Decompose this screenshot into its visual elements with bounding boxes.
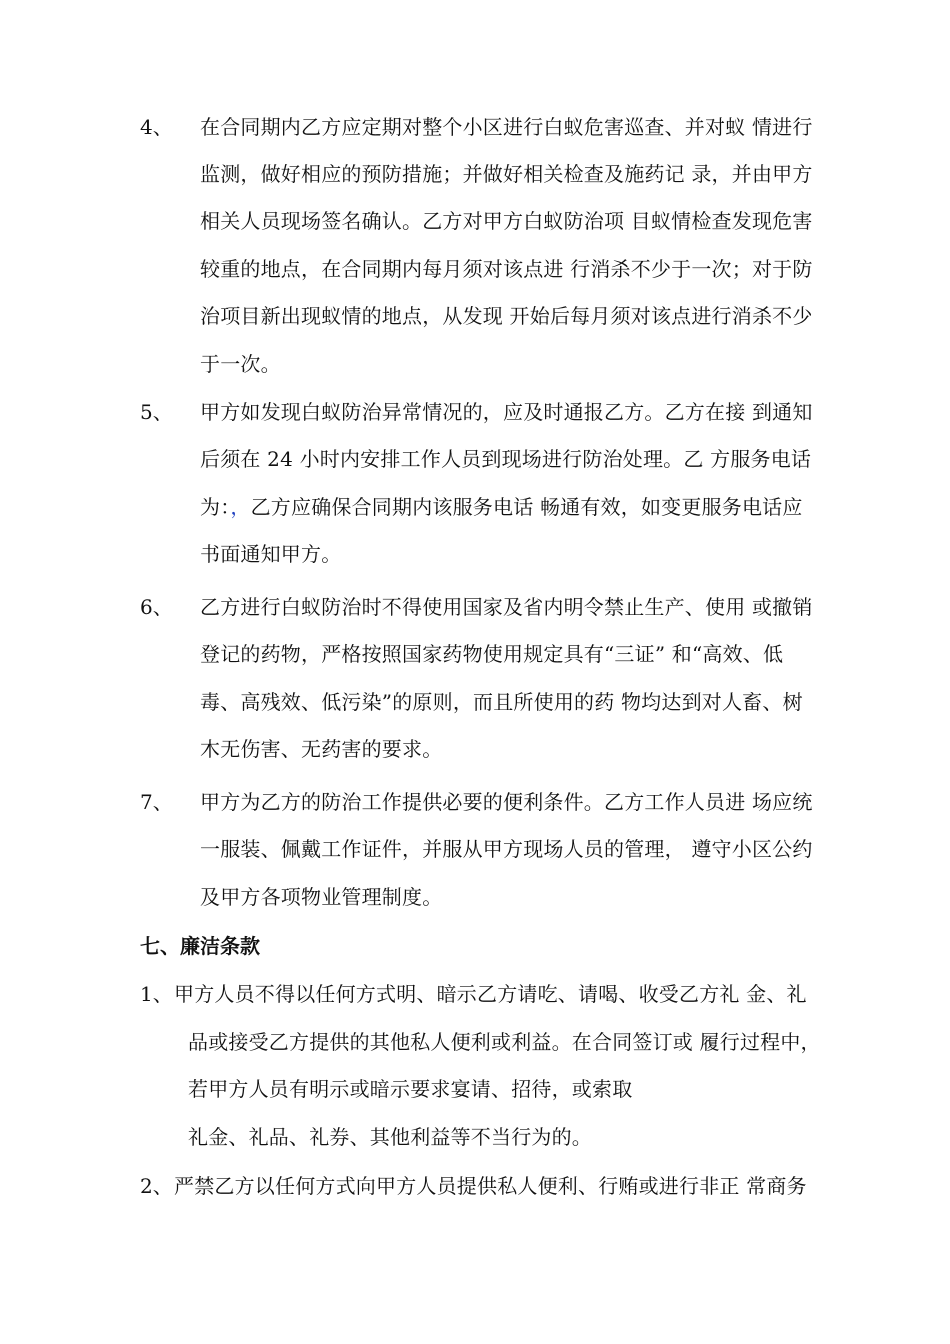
clause-1-number: 1、 [140,982,173,1006]
item-4-number: 4、 [140,115,173,139]
item-4-line-3: 相关人员现场签名确认。乙方对甲方白蚁防治项 目蚁情检查发现危害 [200,209,813,233]
clause-2-line-1: 严禁乙方以任何方式向甲方人员提供私人便利、行贿或进行非正 常商务 [174,1174,807,1198]
item-4-line-5: 治项目新出现蚁情的地点，从发现 开始后每月须对该点进行消杀不少 [200,304,813,328]
clause-1-line-1: 甲方人员不得以任何方式明、暗示乙方请吃、请喝、收受乙方礼 金、礼 [174,982,807,1006]
item-5-line-2: 后须在 24 小时内安排工作人员到现场进行防治处理。乙 方服务电话 [200,447,812,471]
item-5-number: 5、 [140,400,173,424]
item-6-line-2: 登记的药物，严格按照国家药物使用规定具有“三证” 和“高效、低 [200,642,784,666]
item-5-line-3-prefix: 为： [200,495,231,519]
phone-placeholder-comma: ， [230,495,251,519]
item-7-number: 7、 [140,790,173,814]
item-4-line-6: 于一次。 [200,352,281,376]
item-5-line-3-suffix: 乙方应确保合同期内该服务电话 畅通有效，如变更服务电话应 [250,495,803,519]
item-4-line-4: 较重的地点，在合同期内每月须对该点进 行消杀不少于一次；对于防 [200,257,813,281]
item-4-line-2: 监测，做好相应的预防措施；并做好相关检查及施药记 录，并由甲方 [200,162,813,186]
item-5-line-4: 书面通知甲方。 [200,542,342,566]
item-5-line-3 [200,493,803,521]
item-5-line-1: 甲方如发现白蚁防治异常情况的，应及时通报乙方。乙方在接 到通知 [200,400,813,424]
clause-2-number: 2、 [140,1174,173,1198]
item-7-line-2: 一服装、佩戴工作证件，并服从甲方现场人员的管理， 遵守小区公约 [200,837,813,861]
item-6-line-3: 毒、高残效、低污染”的原则，而且所使用的药 物均达到对人畜、树 [200,690,803,714]
item-6-line-4: 木无伤害、无药害的要求。 [200,737,443,761]
item-6-number: 6、 [140,595,173,619]
item-4-line-1: 在合同期内乙方应定期对整个小区进行白蚁危害巡查、并对蚁 情进行 [200,115,813,139]
clause-1-line-3: 若甲方人员有明示或暗示要求宴请、招待，或索取 [188,1077,633,1101]
clause-1-line-2: 品或接受乙方提供的其他私人便利或利益。在合同签订或 履行过程中， [188,1030,821,1054]
item-7-line-1: 甲方为乙方的防治工作提供必要的便利条件。乙方工作人员进 场应统 [200,790,813,814]
section-heading-integrity: 七、廉洁条款 [140,934,260,958]
item-7-line-3: 及甲方各项物业管理制度。 [200,885,443,909]
clause-1-line-4: 礼金、礼品、礼券、其他利益等不当行为的。 [188,1125,592,1149]
item-6-line-1: 乙方进行白蚁防治时不得使用国家及省内明令禁止生产、使用 或撤销 [200,595,813,619]
